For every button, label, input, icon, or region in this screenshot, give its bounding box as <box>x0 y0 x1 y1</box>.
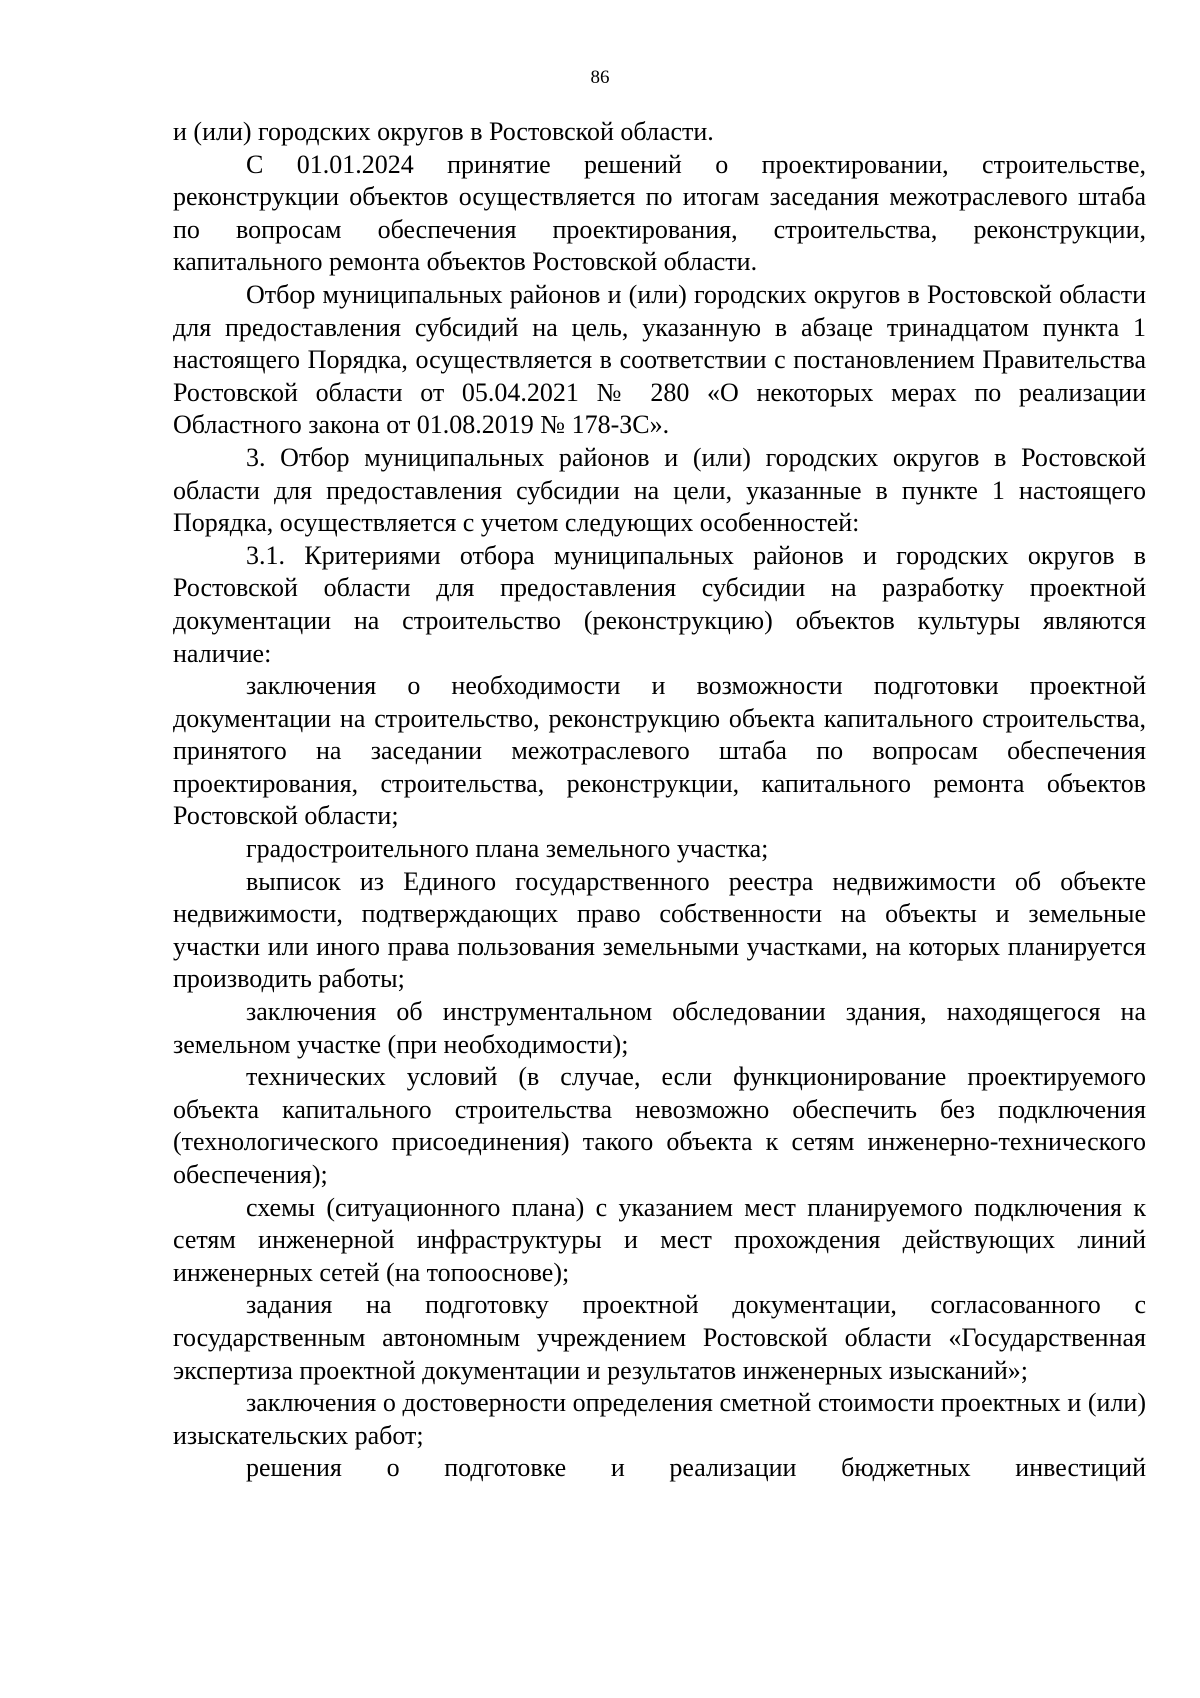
paragraph-section-3: 3. Отбор муниципальных районов и (или) городских округов в Ростовской области для предоставления субсидии на цели, указанные в пункте 1 настоящего Порядка, осуществляется с учетом следующих особенностей: <box>173 442 1146 538</box>
list-item-urban-plan: градостроительного плана земельного участка; <box>246 834 769 864</box>
list-item-cost-reliability: заключения о достоверности определения сметной стоимости проектных и (или) изыскательских работ; <box>173 1388 1146 1450</box>
list-item-registry-extracts: выписок из Единого государственного реестра недвижимости об объекте недвижимости, подтверждающих право собственности на объекты и земельные участки или иного права пользования земельными участками, на которых планируется производить работы; <box>173 866 1146 994</box>
document-body <box>173 116 1146 1485</box>
list-item-situational-plan: схемы (ситуационного плана) с указанием мест планируемого подключения к сетям инженерной инфраструктуры и мест прохождения действующих линий инженерных сетей (на топооснове); <box>173 1192 1146 1287</box>
list-item-design-assignment: задания на подготовку проектной документации, согласованного с государственным автономным учреждением Ростовской области «Государственная экспертиза проектной документации и результатов инженерных изысканий»; <box>173 1290 1146 1385</box>
page-number: 86 <box>590 67 610 88</box>
paragraph-decisions-2024: С 01.01.2024 принятие решений о проектировании, строительстве, реконструкции объектов осуществляется по итогам заседания межотраслевого штаба по вопросам обеспечения проектирования, строительства, реконструкции, капитального ремонта объектов Ростовской области. <box>173 149 1146 277</box>
paragraph-section-3-1: 3.1. Критериями отбора муниципальных районов и городских округов в Ростовской области для предоставления субсидии на разработку проектной документации на строительство (реконструкцию) объектов культуры являются наличие: <box>173 540 1146 668</box>
paragraph-selection-resolution: Отбор муниципальных районов и (или) городских округов в Ростовской области для предоставления субсидий на цель, указанную в абзаце тринадцатом пункта 1 настоящего Порядка, осуществляется в соответствии с постановлением Правительства Ростовской области от 05.04.2021 № 280 «О некоторых мерах по реализации Областного закона от 01.08.2019 № 178-ЗС». <box>173 279 1146 440</box>
list-item-instrumental-survey: заключения об инструментальном обследовании здания, находящегося на земельном участке (при необходимости); <box>173 997 1146 1059</box>
list-item-investment-decision: решения о подготовке и реализации бюджетных инвестиций <box>246 1453 1146 1483</box>
list-item-conclusion-necessity: заключения о необходимости и возможности подготовки проектной документации на строительство, реконструкцию объекта капитального строительства, принятого на заседании межотраслевого штаба по вопросам обеспечения проектирования, строительства, реконструкции, капитального ремонта объектов Ростовской области; <box>173 671 1146 831</box>
paragraph-continuation: и (или) городских округов в Ростовской области. <box>173 117 714 146</box>
list-item-technical-conditions: технических условий (в случае, если функционирование проектируемого объекта капитального строительства невозможно обеспечить без подключения (технологического присоединения) такого объекта к сетям инженерно-технического обеспечения); <box>173 1062 1146 1189</box>
